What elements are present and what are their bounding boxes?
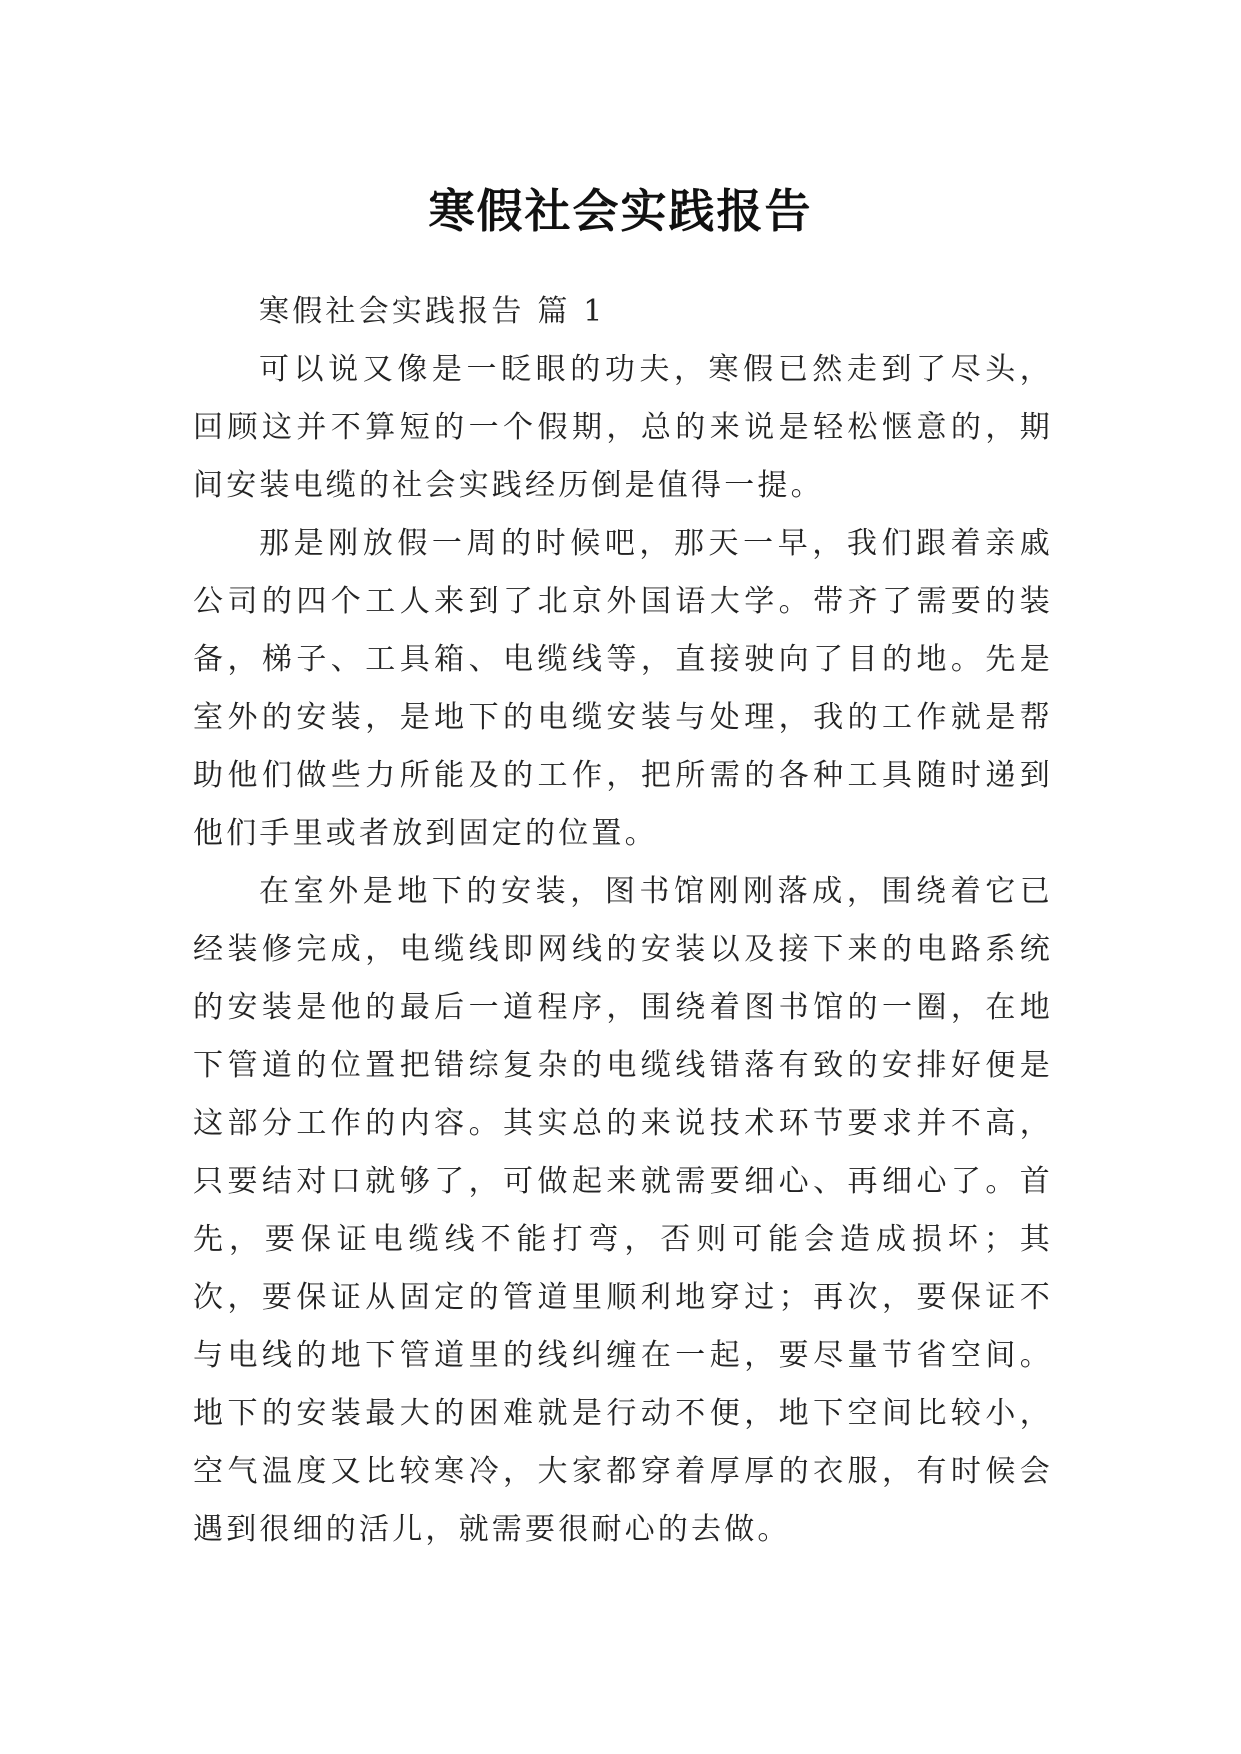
- paragraph-2: 那是刚放假一周的时候吧，那天一早，我们跟着亲戚公司的四个工人来到了北京外国语大学。带齐了需要的装备，梯子、工具箱、电缆线等，直接驶向了目的地。先是室外的安装，是地下的电缆安装与处理，我的工作就是帮助他们做些力所能及的工作，把所需的各种工具随时递到他们手里或者放到固定的位置。: [193, 526, 1053, 851]
- document-title: 寒假社会实践报告: [428, 183, 813, 238]
- paragraph-1: 可以说又像是一眨眼的功夫，寒假已然走到了尽头，回顾这并不算短的一个假期，总的来说是轻松惬意的，期间安装电缆的社会实践经历倒是值得一提。: [193, 352, 1053, 503]
- section-heading: 寒假社会实践报告 篇 1: [259, 294, 606, 329]
- document-body: [193, 283, 1053, 1559]
- paragraph-3: 在室外是地下的安装，图书馆刚刚落成，围绕着它已经装修完成，电缆线即网线的安装以及接下来的电路系统的安装是他的最后一道程序，围绕着图书馆的一圈，在地下管道的位置把错综复杂的电缆线错落有致的安排好便是这部分工作的内容。其实总的来说技术环节要求并不高，只要结对口就够了，可做起来就需要细心、再细心了。首先，要保证电缆线不能打弯，否则可能会造成损坏；其次，要保证从固定的管道里顺利地穿过；再次，要保证不与电线的地下管道里的线纠缠在一起，要尽量节省空间。地下的安装最大的困难就是行动不便，地下空间比较小，空气温度又比较寒冷，大家都穿着厚厚的衣服，有时候会遇到很细的活儿，就需要很耐心的去做。: [193, 874, 1053, 1547]
